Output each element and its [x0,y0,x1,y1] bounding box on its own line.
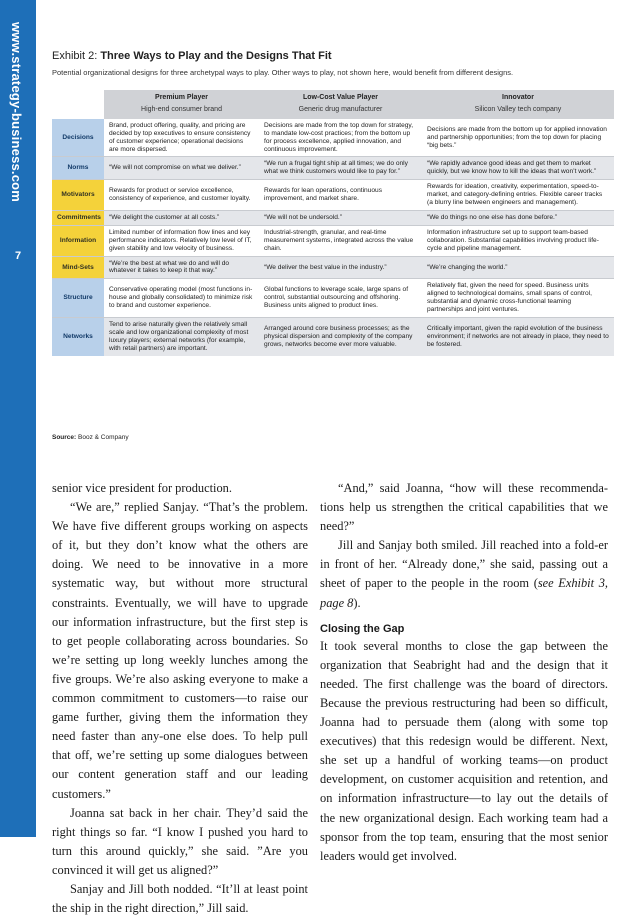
column-name: Premium Player [155,94,208,101]
table-cell: “We deliver the best value in the industry.” [259,256,422,279]
row-label: Mind-Sets [52,256,104,279]
paragraph: “We are,” replied Sanjay. “That’s the problem. We have five different groups working on aspects of it, but they don’t know what the others are doing. We need to be innovative in a more systematic way, but without more structural constraints. Eventually, we will have to upgrade our information infrastructure, but the first step is to get people collaborating across boundaries. So we’re setting up long weekly lunches among the five groups. We’re also asking everyone to make a common commitment to customers—to raise our game further, giving them the information they need faster than any-one else does. To help pull that off, we’re setting up some dialogues between our content generation staff and our leading customers.” [52,500,308,801]
table-row [52,210,614,225]
row-label: Norms [52,157,104,180]
table-cell: “We delight the customer at all costs.” [104,210,259,225]
page-number: 7 [14,250,22,262]
table-cell: Arranged around core business processes; as the physical dispersion and complexity of the company grows, networks become ever more valuable. [259,318,422,356]
paragraph: It took several months to close the gap between the organization that Seabright had and the design that it needed. The first challenge was the board of directors. Because the previous restructuring had been so difficult, Joanna had to persuade them (along with some top executives) that this redesign would be different. Next, she set up a handful of working teams—on product development, on customer acquisition and retention, and on information infrastructure—to lay out the details of the new organizational design. Each working team had a sponsor from the top team, ensuring that the most senior leaders would get involved. [320,638,608,863]
column-sub: Generic drug manufacturer [298,106,383,114]
table-row [52,225,614,256]
column-header [259,90,422,119]
row-label: Networks [52,318,104,356]
table-cell: Conservative operating model (most functions in-house and globally consolidated) to minimize risk to brand and customer experience. [104,279,259,318]
paragraph-text: Jill and Sanjay both smiled. Jill reached into a fold-er in front of her. “Already done,” she said, passing out a sheet of paper to the people in the room ( [320,538,608,591]
row-label: Motivators [52,180,104,211]
row-label: Information [52,225,104,256]
column-sub: Silicon Valley tech company [474,106,562,114]
table-cell: “We’re changing the world.” [422,256,614,279]
column-header [104,90,259,119]
paragraph: Sanjay and Jill both nodded. “It’ll at least point the ship in the right direction,” Jill said. [52,881,308,916]
source-text: Booz & Company [76,434,129,441]
table-cell: “We do things no one else has done before.” [422,210,614,225]
exhibit-label: Exhibit 2: [52,50,101,62]
site-url[interactable]: www.strategy-business.com [9,22,24,203]
sidebar-band [0,0,36,837]
exhibit-reference: see Exhibit 3, page 8 [320,576,608,610]
exhibit-heading: Three Ways to Play and the Designs That Fit [100,50,332,62]
column-name: Innovator [502,94,534,101]
exhibit-subtitle: Potential organizational designs for three archetypal ways to play. Other ways to play, not shown here, would benefit from different designs. [52,68,514,77]
source-label: Source: [52,434,77,441]
table-cell: Rewards for product or service excellence, consistency of experience, and customer loyalty. [104,180,259,211]
table-cell: Industrial-strength, granular, and real-time measurement systems, integrated across the value chain. [259,225,422,256]
source-note [52,434,129,441]
paragraph-text: ). [353,595,361,610]
column-header [422,90,614,119]
section-heading: Closing the Gap [320,622,405,635]
table-row [52,119,614,157]
table-cell: Global functions to leverage scale, large spans of control, substantial outsourcing and offshoring. Business units aligned to product lines. [259,279,422,318]
table-header-row [52,90,614,119]
column-sub: High-end consumer brand [141,106,222,114]
table-cell: Decisions are made from the bottom up for applied innovation and partnership opportunities; from the top down for placing “big bets.” [427,125,607,149]
row-label: Structure [52,279,104,318]
table-cell: “We run a frugal tight ship at all times; we do only what we think customers would like to pay for.” [259,157,422,180]
paragraph: senior vice president for production. [52,481,232,495]
paragraph: Joanna sat back in her chair. They’d said the right things so far. “I know I pushed you hard to turn this around quickly,” she said. ”Are you convinced it will get us aligned?” [52,805,308,877]
table-cell: Limited number of information flow lines and key performance indicators. Relatively low level of IT, given stability and low velocity of business. [104,225,259,256]
exhibit-title [52,50,332,62]
article-left-column [52,479,308,918]
row-label: Decisions [52,119,104,157]
row-label: Commitments [52,210,104,225]
table-cell: Decisions are made from the top down for strategy, to mandate low-cost practices; from the bottom up for process excellence, applied innovation, and continuous improvement. [264,121,414,153]
header-corner [52,90,104,119]
table-cell: “We will not compromise on what we deliver.” [104,157,259,180]
column-name: Low-Cost Value Player [302,94,379,101]
table-cell: Rewards for ideation, creativity, experimentation, speed-to-market, and category-defining entries. Flexible career tracks (a blurry line between engineers and management). [422,180,614,211]
table-cell: “We rapidly advance good ideas and get them to market quickly, but we know how to kill the ideas that won’t work.” [422,157,614,180]
paragraph [320,536,608,612]
table-cell: Relatively flat, given the need for speed. Business units aligned to technological domains, small spans of control, substantial and dynamic cross-functional teaming partnerships and joint ventures. [422,279,614,318]
table-row [52,180,614,211]
paragraph: “And,” said Joanna, “how will these recommenda-tions help us strengthen the critical capabilities that we need?” [320,481,608,534]
table-row [52,256,614,279]
table-cell: Rewards for lean operations, continuous improvement, and market share. [259,180,422,211]
table-row [52,279,614,318]
table-row [52,318,614,356]
table-cell: Brand, product offering, quality, and pricing are decided by top executives to ensure consistency of customer experience; operational decisions are more dispersed. [109,121,251,153]
table-row [52,157,614,180]
table-cell: “We’re the best at what we do and will do whatever it takes to keep it that way.” [104,256,259,279]
table-cell: “We will not be undersold.” [259,210,422,225]
table-cell: Tend to arise naturally given the relatively small scale and low organizational complexity of most luxury players; external networks (for example, with retail partners) are important. [104,318,259,356]
article-right-column [320,479,608,866]
exhibit-table [52,90,614,356]
table-cell: Critically important, given the rapid evolution of the business environment; if networks are not already in place, they need to be fostered. [422,318,614,356]
table-cell: Information infrastructure set up to support team-based collaboration. Substantial capabilities involving product life-cycle and pipeline management. [422,225,614,256]
